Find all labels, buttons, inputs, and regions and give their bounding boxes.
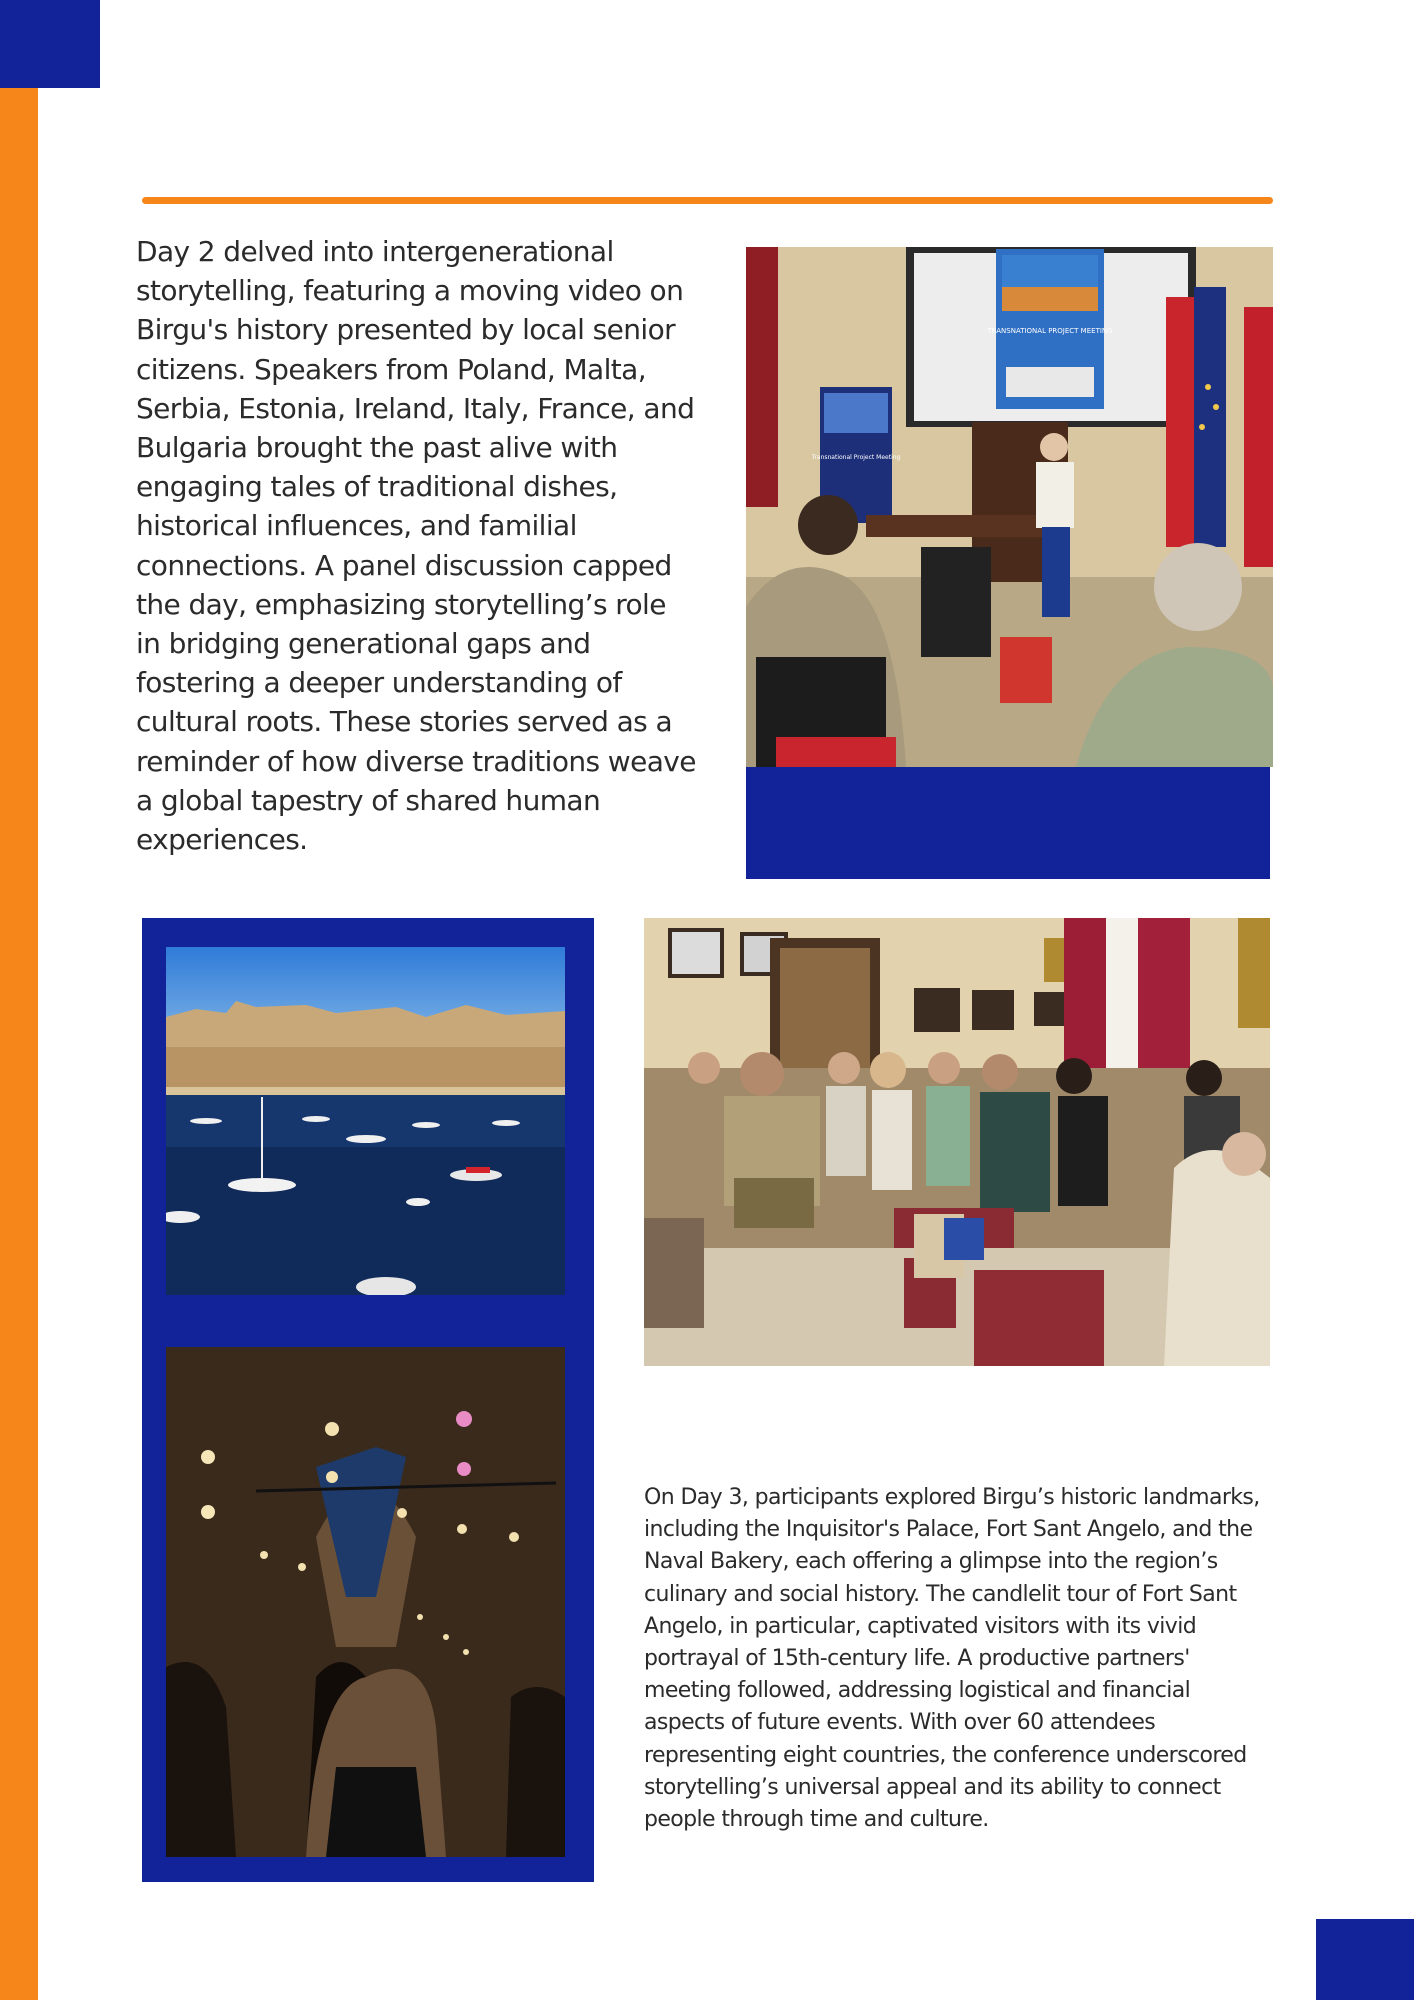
photo-audience bbox=[644, 918, 1270, 1366]
photo-meeting-hall bbox=[746, 247, 1273, 767]
day2-paragraph: Day 2 delved into intergenerational storytelling, featuring a moving video on Birgu's history presented by local senior citizens. Speakers from Poland, Malta, Serbia, Estonia, Ireland, Italy, France, and Bulgaria brought the past alive with engaging tales of traditional dishes, historical influences, and familial connections. A panel discussion capped the day, emphasizing storytelling’s role in bridging generational gaps and fostering a deeper understanding of cultural roots. These stories served as a reminder of how diverse traditions weave a global tapestry of shared human experiences. bbox=[136, 235, 696, 857]
left-orange-stripe bbox=[0, 88, 38, 2000]
corner-block-bottom-right bbox=[1316, 1919, 1414, 2000]
photo-birgu-harbour bbox=[166, 947, 565, 1295]
meeting-photo-navy-panel bbox=[746, 767, 1270, 879]
top-divider-line bbox=[142, 197, 1273, 204]
banner-title-text: Transnational Project Meeting bbox=[811, 454, 901, 461]
screen-title-text: TRANSNATIONAL PROJECT MEETING bbox=[987, 327, 1113, 335]
day3-paragraph: On Day 3, participants explored Birgu’s historic landmarks, including the Inquisitor's Palace, Fort Sant Angelo, and the Naval Bakery, each offering a glimpse into the region’s culinary and social history. The candlelit tour of Fort Sant Angelo, in particular, captivated visitors with its vivid portrayal of 15th-century life. A productive partners' meeting followed, addressing logistical and financial aspects of future events. With over 60 attendees representing eight countries, the conference underscored storytelling’s universal appeal and its ability to connect people through time and culture. bbox=[644, 1485, 1260, 1833]
corner-block-top-left bbox=[0, 0, 100, 88]
photo-candlelit-tunnel bbox=[166, 1347, 565, 1857]
